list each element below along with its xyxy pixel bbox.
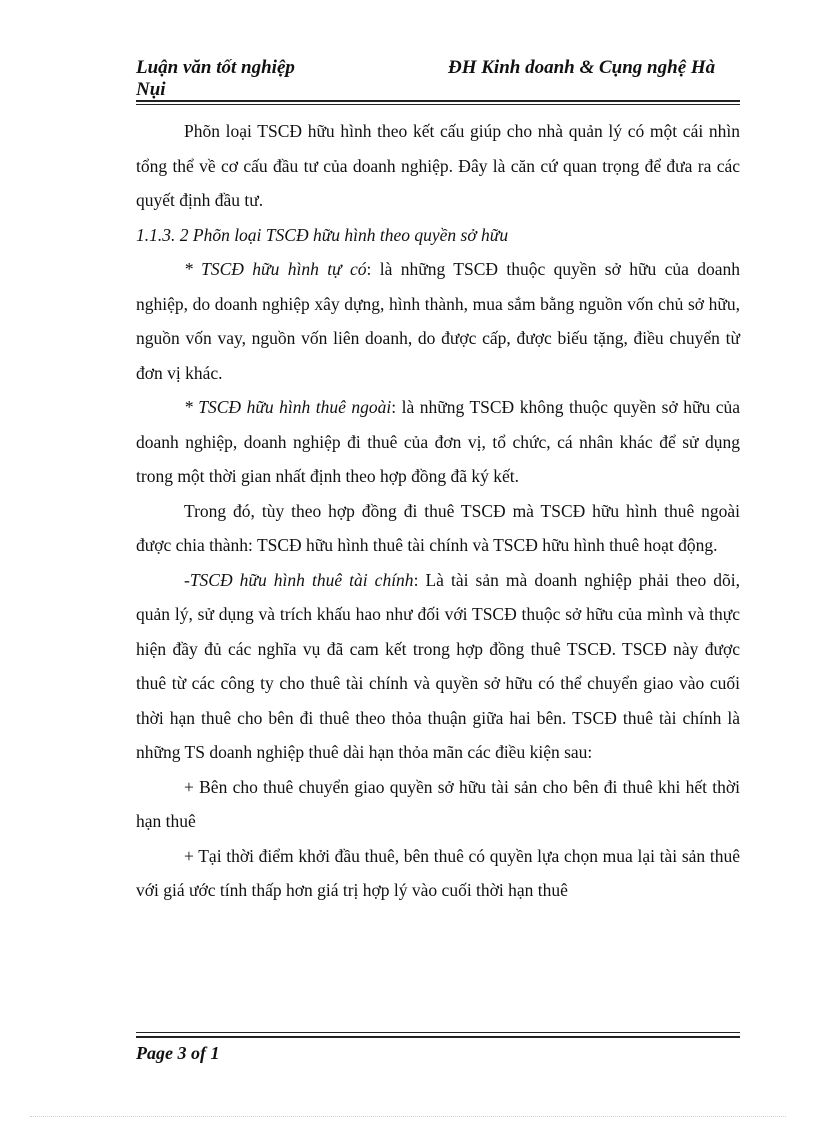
paragraph-leased-assets (136, 390, 740, 494)
term-finance-lease: -TSCĐ hữu hình thuê tài chính (184, 569, 414, 590)
definition-owned-assets: : là những TSCĐ thuộc quyền sở hữu của doanh nghiệp, do doanh nghiệp xây dựng, hình thành, mua sắm bằng nguồn vốn chủ sở hữu, nguồn vốn vay, nguồn vốn liên doanh, do được cấp, được biếu tặng, điều chuyển từ đơn vị khác. (136, 259, 740, 383)
paragraph-lease-types: Trong đó, tùy theo hợp đồng đi thuê TSCĐ mà TSCĐ hữu hình thuê ngoài được chia thành: TSCĐ hữu hình thuê tài chính và TSCĐ hữu hình thuê hoạt động. (136, 500, 740, 555)
condition-item-2: + Tại thời điểm khởi đầu thuê, bên thuê có quyền lựa chọn mua lại tài sản thuê với giá ước tính thấp hơn giá trị hợp lý vào cuối thời hạn thuê (136, 845, 740, 900)
header-left (136, 57, 366, 101)
definition-finance-lease: : Là tài sản mà doanh nghiệp phải theo dõi, quản lý, sử dụng và trích khấu hao như đối với TSCĐ thuộc sở hữu của mình và thực hiện đầy đủ các nghĩa vụ đã cam kết trong hợp đồng thuê TSCĐ. TSCĐ này được thuê từ các công ty cho thuê tài chính và quyền sở hữu có thể chuyển giao vào cuối thời hạn thuê cho bên đi thuê theo thỏa thuận giữa hai bên. TSCĐ thuê tài chính là những TS doanh nghiệp thuê dài hạn thỏa mãn các điều kiện sau: (136, 569, 740, 762)
term-leased-assets: * TSCĐ hữu hình thuê ngoài (184, 397, 392, 417)
term-owned-assets: * TSCĐ hữu hình tự có (184, 259, 367, 279)
header-right: ĐH Kinh doanh & Cụng nghệ Hà (448, 57, 716, 78)
section-heading: 1.1.3. 2 Phõn loại TSCĐ hữu hình theo quyền sở hữu (136, 224, 509, 245)
page-number: Page 3 of 1 (136, 1043, 220, 1063)
paragraph-owned-assets (136, 252, 740, 390)
condition-item-1: + Bên cho thuê chuyển giao quyền sở hữu tài sản cho bên đi thuê khi hết thời hạn thuê (136, 776, 740, 831)
page-bottom-dotted-border (30, 1116, 786, 1117)
header-left-line1: Luận văn tốt nghiệp (136, 57, 295, 78)
paragraph-structure-classification: Phõn loại TSCĐ hữu hình theo kết cấu giúp cho nhà quản lý có một cái nhìn tổng thể về cơ cấu đầu tư của doanh nghiệp. Đây là căn cứ quan trọng để đưa ra các quyết định đầu tư. (136, 121, 740, 210)
header-left-line2: Nụi (136, 79, 166, 100)
header-rule-thin (136, 104, 740, 105)
footer-rule-thick (136, 1036, 740, 1038)
paragraph-finance-lease (136, 563, 740, 770)
header-rule-thick (136, 100, 740, 102)
footer-rule-thin (136, 1032, 740, 1033)
definition-leased-assets: : là những TSCĐ không thuộc quyền sở hữu của doanh nghiệp, doanh nghiệp đi thuê của đơn vị, tổ chức, cá nhân khác để sử dụng trong một thời gian nhất định theo hợp đồng đã ký kết. (136, 397, 740, 486)
document-body (136, 114, 740, 908)
